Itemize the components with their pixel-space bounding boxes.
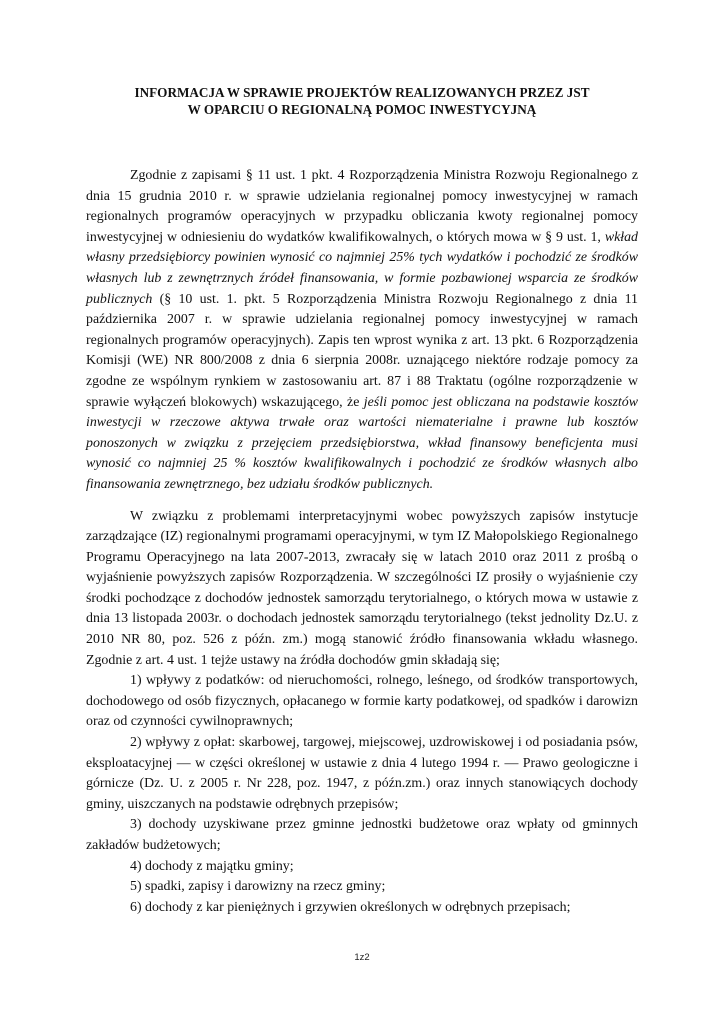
page-number: 1z2 (354, 952, 370, 963)
paragraph-1-italic-quote-2: jeśli pomoc jest obliczana na podstawie kosztów inwestycji w rzeczowe aktywa trwałe oraz wartości niematerialne i prawne lub kosztów ponoszonych w związku z przejęciem przedsiębiorstwa, wkład finansowy beneficjenta musi wynosić co najmniej 25 % kosztów kwalifikowalnych i pochodzić ze środków własnych albo finansowania zewnętrznego, bez udziału środków publicznych. (86, 394, 638, 492)
paragraph-1 (86, 166, 638, 496)
list-item: 1) wpływy z podatków: od nieruchomości, rolnego, leśnego, od środków transportowych, dochodowego od osób fizycznych, opłacanego w formie karty podatkowej, od spadków i darowizn oraz od czynności cywilnoprawnych; (86, 673, 638, 730)
list-item: 6) dochody z kar pieniężnych i grzywien określonych w odrębnych przepisach; (130, 899, 571, 915)
list-item: 4) dochody z majątku gminy; (130, 858, 294, 874)
paragraph-1-italic-quote-1: wkład własny przedsiębiorcy powinien wynosić co najmniej 25% tych wydatków i pochodzić ze środków własnych lub z zewnętrznych źródeł finansowania, w formie pozbawionej wsparcia ze środków publicznych (86, 229, 638, 307)
document-page (86, 84, 638, 918)
list-item: 5) spadki, zapisy i darowizny na rzecz gminy; (130, 879, 386, 895)
list-item: 3) dochody uzyskiwane przez gminne jednostki budżetowe oraz wpłaty od gminnych zakładów budżetowych; (86, 817, 638, 853)
income-sources-list (86, 671, 638, 918)
paragraph-1-part-c: (§ 10 ust. 1. pkt. 5 Rozporządzenia Ministra Rozwoju Regionalnego z dnia 11 października 2007 r. w sprawie udzielania regionalnej pomocy inwestycyjnej w ramach regionalnych programów operacyjnych). Zapis ten wprost wynika z art. 13 pkt. 6 Rozporządzenia Komisji (WE) NR 800/2008 z dnia 6 sierpnia 2008r. uznającego niektóre rodzaje pomocy za zgodne ze wspólnym rynkiem w zastosowaniu art. 87 i 88 Traktatu (ogólne rozporządzenie w sprawie wyłączeń blokowych) wskazującego, że (86, 291, 638, 410)
list-item: 2) wpływy z opłat: skarbowej, targowej, miejscowej, uzdrowiskowej i od posiadania psów, eksploatacyjnej — w części określonej w ustawie z dnia 4 lutego 1994 r. — Prawo geologiczne i górnicze (Dz. U. z 2005 r. Nr 228, poz. 1947, z późn.zm.) oraz innych stanowiących dochody gminy, uiszczanych na podstawie odrębnych przepisów; (86, 735, 638, 812)
title-line-1: INFORMACJA W SPRAWIE PROJEKTÓW REALIZOWANYCH PRZEZ JST (134, 85, 590, 100)
paragraph-1-part-a: Zgodnie z zapisami § 11 ust. 1 pkt. 4 Rozporządzenia Ministra Rozwoju Regionalnego z dnia 15 grudnia 2010 r. w sprawie udzielania regionalnej pomocy inwestycyjnej w ramach regionalnych programów operacyjnych w przypadku obliczania kwoty regionalnej pomocy inwestycyjnej w odniesieniu do wydatków kwalifikowalnych, o których mowa w § 9 ust. 1, (86, 168, 638, 245)
paragraph-2: W związku z problemami interpretacyjnymi wobec powyższych zapisów instytucje zarządzające (IZ) regionalnymi programami operacyjnymi, w tym IZ Małopolskiego Regionalnego Programu Operacyjnego na lata 2007-2013, zwracały się w latach 2010 oraz 2011 z prośbą o wyjaśnienie powyższych zapisów Rozporządzenia. W szczególności IZ prosiły o wyjaśnienie czy środki pochodzące z dochodów jednostek samorządu terytorialnego, o których mowa w ustawie z dnia 13 listopada 2003r. o dochodach jednostek samorządu terytorialnego (tekst jednolity Dz.U. z 2010 NR 80, poz. 526 z późn. zm.) mogą stanowić źródło finansowania wkładu własnego. Zgodnie z art. 4 ust. 1 tejże ustawy na źródła dochodów gmin składają się; (86, 508, 638, 668)
document-title (86, 84, 638, 118)
title-line-2: W OPARCIU O REGIONALNĄ POMOC INWESTYCYJNĄ (187, 102, 537, 117)
